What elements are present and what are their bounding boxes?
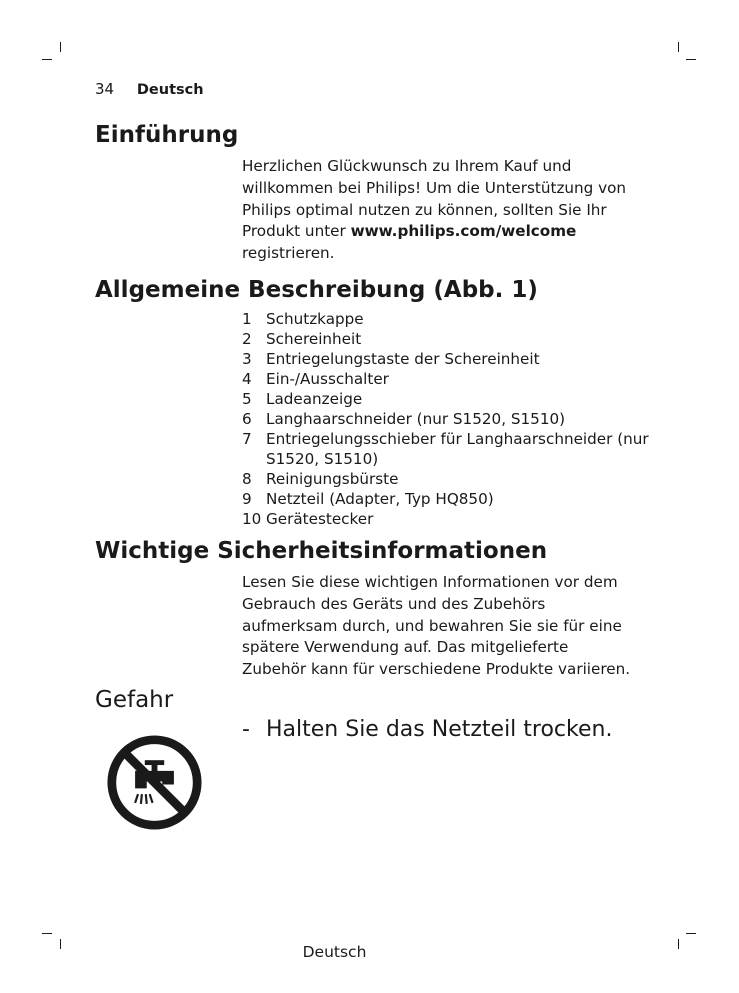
line-prefix: Produkt unter [242, 222, 351, 241]
footer-language: Deutsch [302, 943, 367, 961]
item-number: 2 [242, 330, 252, 348]
website-link[interactable]: www.philips.com/welcome [350, 222, 577, 241]
list-dash: - [242, 717, 250, 742]
paragraph-line: aufmerksam durch, und bewahren Sie sie für eine [242, 616, 622, 635]
item-number: 7 [242, 430, 252, 448]
list-item [242, 409, 652, 429]
crop-mark [686, 933, 696, 934]
paragraph-line: Lesen Sie diese wichtigen Informationen vor dem [242, 573, 618, 591]
item-number: 10 [242, 510, 262, 528]
paragraph-line: Philips optimal nutzen zu können, sollten Sie Ihr [242, 200, 607, 219]
item-text: Ein-/Ausschalter [266, 370, 389, 388]
crop-mark [678, 42, 679, 52]
paragraph-line: registrieren. [242, 244, 335, 263]
section-title-description: Allgemeine Beschreibung (Abb. 1) [95, 277, 538, 303]
item-text: Entriegelungsschieber für Langhaarschneider (nur S1520, S1510) [266, 430, 649, 468]
item-number: 1 [242, 310, 252, 328]
paragraph-line: Gebrauch des Geräts und des Zubehörs [242, 594, 546, 613]
paragraph-line: spätere Verwendung auf. Das mitgelieferte [242, 638, 569, 657]
item-number: 8 [242, 470, 252, 488]
list-item [242, 369, 652, 389]
crop-mark [60, 42, 61, 52]
list-item [242, 329, 652, 349]
list-item [242, 349, 652, 369]
list-item [242, 509, 652, 529]
item-text: Netzteil (Adapter, Typ HQ850) [266, 490, 494, 508]
no-water-tap-icon [106, 734, 203, 831]
running-head-language: Deutsch [136, 82, 204, 98]
crop-mark [42, 933, 52, 934]
item-number: 4 [242, 370, 252, 388]
item-text: Langhaarschneider (nur S1520, S1510) [266, 410, 566, 428]
section-title-introduction: Einführung [95, 122, 239, 148]
paragraph-line: Herzlichen Glückwunsch zu Ihrem Kauf und [242, 157, 572, 175]
section-title-danger: Gefahr [95, 687, 174, 713]
item-number: 3 [242, 350, 252, 368]
crop-mark [686, 59, 696, 60]
safety-paragraph [242, 572, 652, 681]
running-head [95, 80, 204, 98]
item-text: Schutzkappe [266, 310, 364, 328]
item-text: Reinigungsbürste [266, 470, 399, 488]
crop-mark [678, 939, 679, 949]
item-text: Gerätestecker [266, 510, 374, 528]
item-text: Ladeanzeige [266, 390, 363, 408]
item-number: 5 [242, 390, 252, 408]
item-number: 9 [242, 490, 252, 508]
warning-text: Halten Sie das Netzteil trocken. [266, 717, 613, 742]
parts-list [242, 309, 652, 529]
crop-mark [42, 59, 52, 60]
section-title-safety: Wichtige Sicherheitsinformationen [95, 538, 548, 564]
paragraph-line: willkommen bei Philips! Um die Unterstützung von [242, 178, 627, 197]
list-item [242, 469, 652, 489]
page-number: 34 [95, 80, 115, 98]
item-text: Schereinheit [266, 330, 362, 348]
introduction-paragraph [242, 156, 652, 265]
item-number: 6 [242, 410, 252, 428]
paragraph-line: Zubehör kann für verschiedene Produkte variieren. [242, 660, 631, 679]
list-item [242, 489, 652, 509]
list-item [242, 389, 652, 409]
paragraph-line [242, 221, 652, 243]
item-text: Entriegelungstaste der Schereinheit [266, 350, 540, 368]
list-item [242, 309, 652, 329]
list-item [242, 429, 652, 469]
danger-warning [242, 717, 702, 742]
